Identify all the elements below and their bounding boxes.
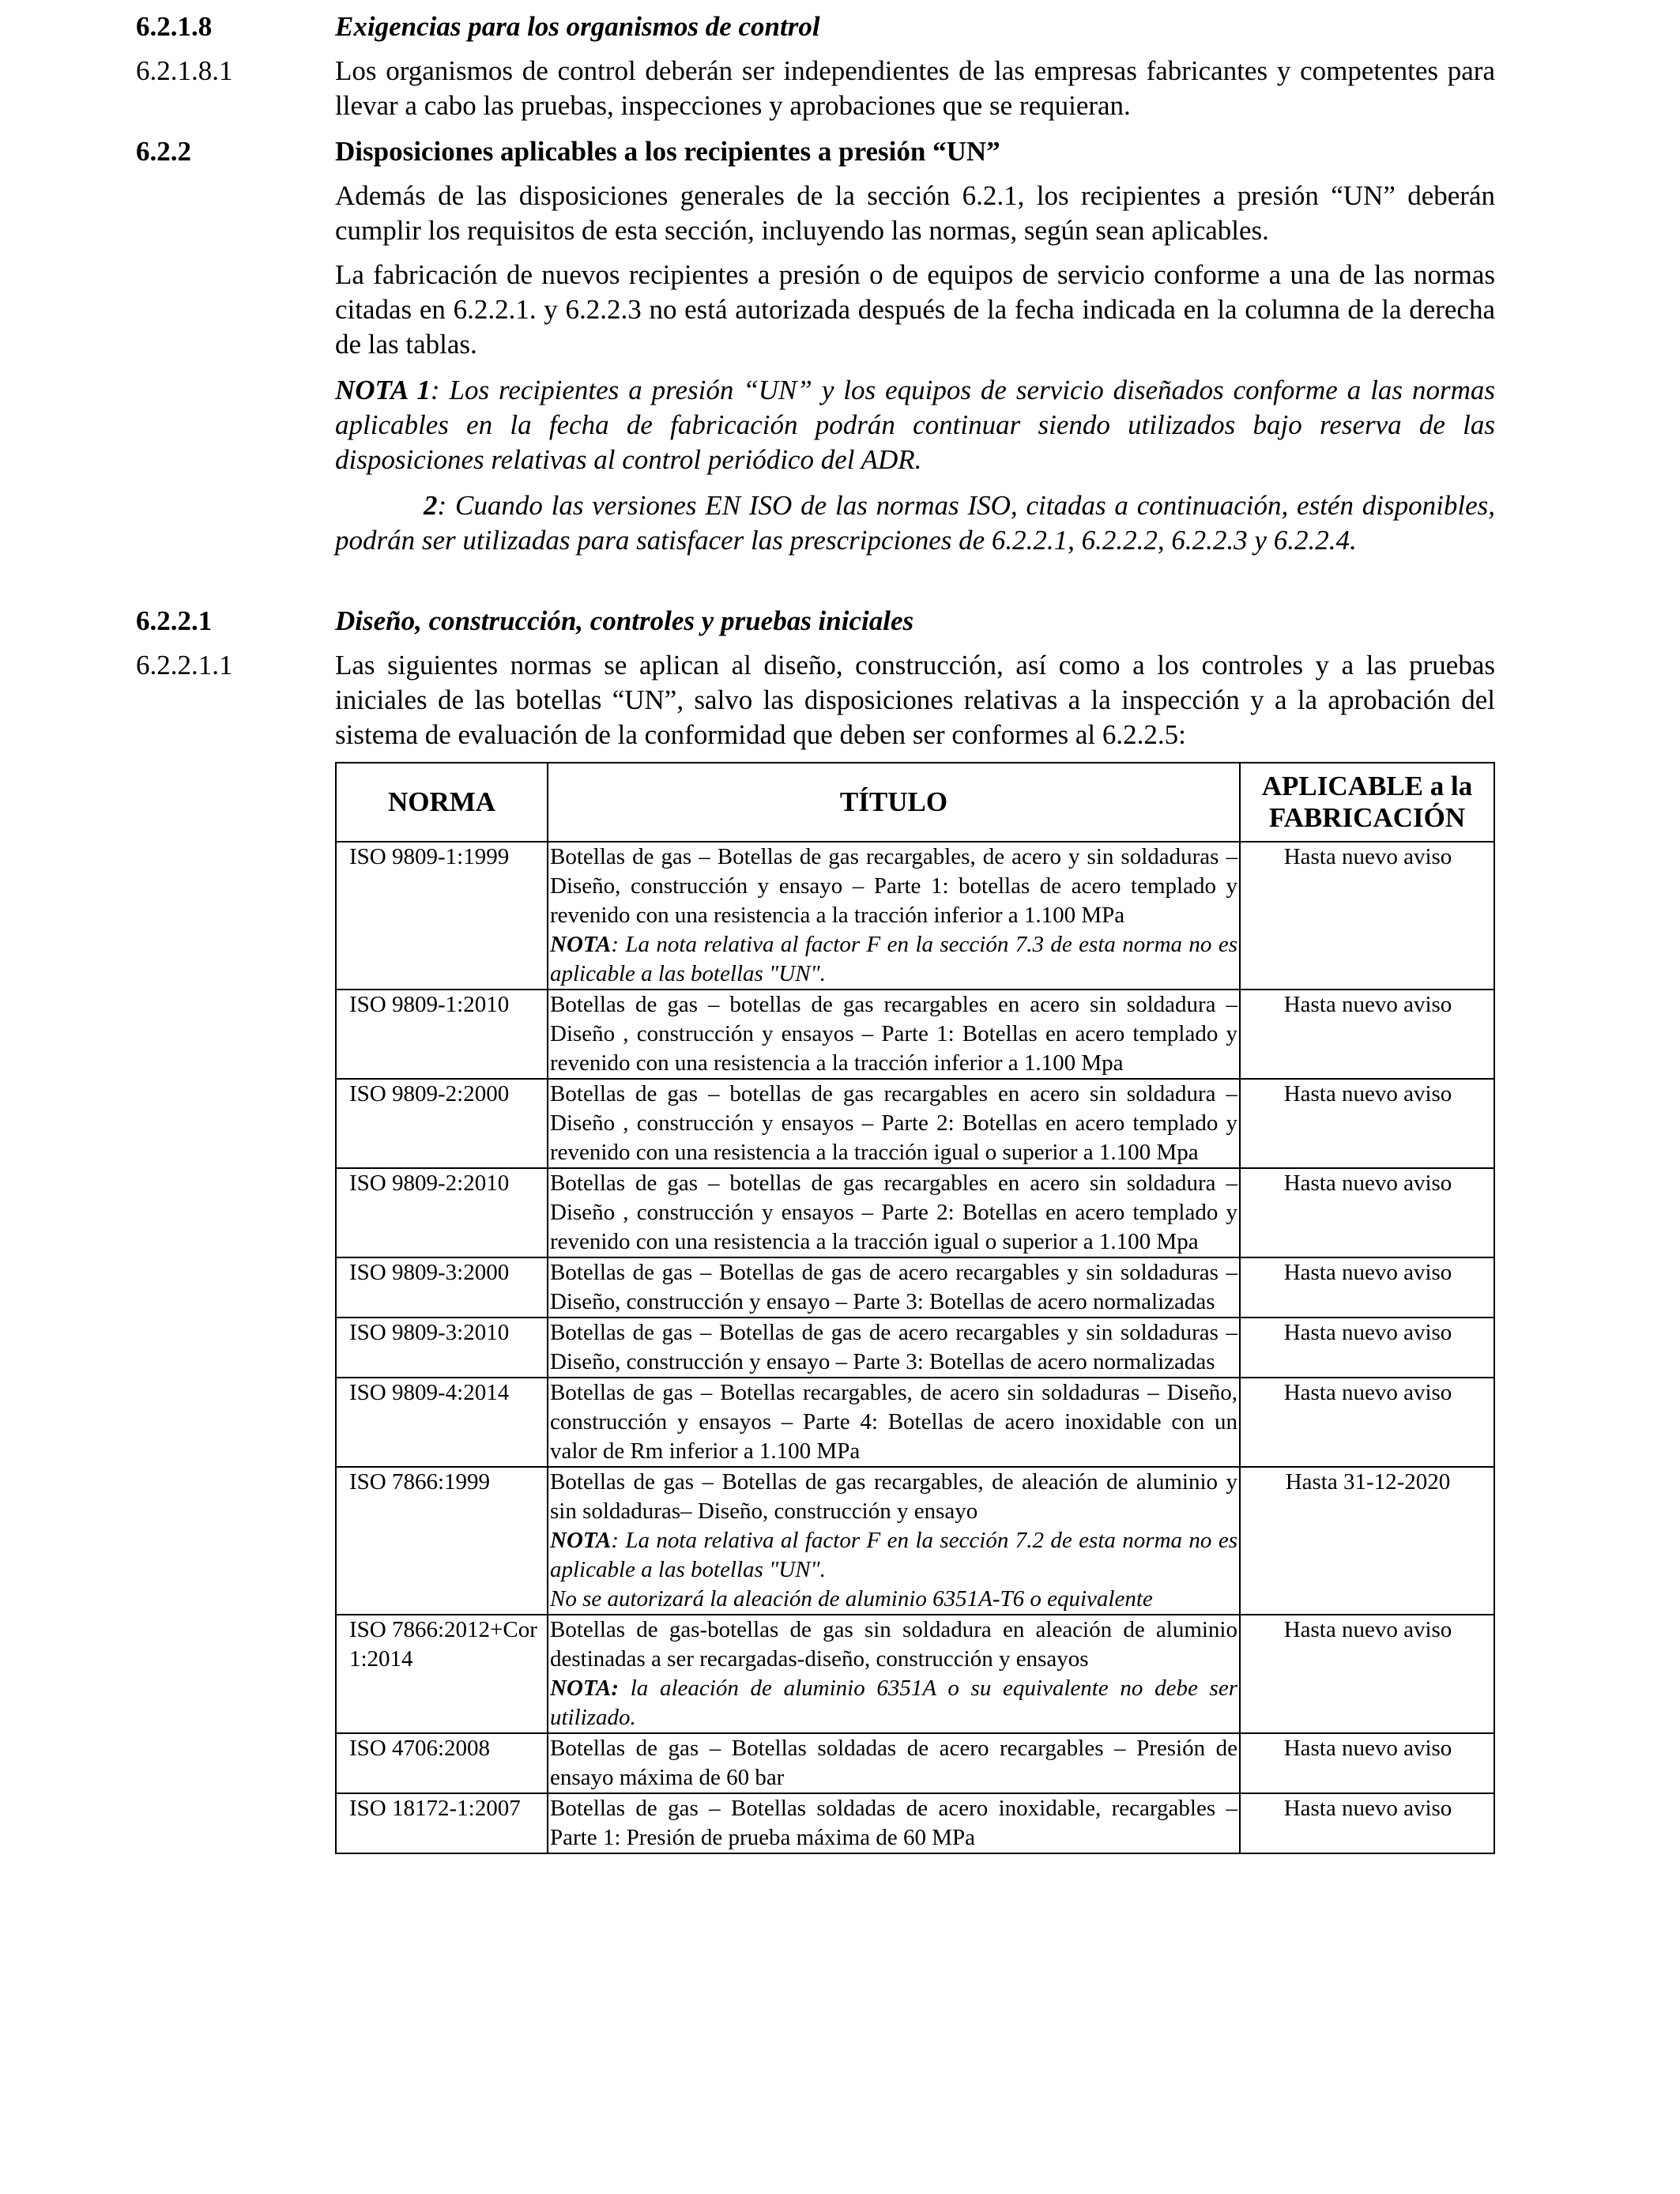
note-text: la aleación de aluminio 6351A o su equivalente no debe ser utilizado.: [550, 1676, 1237, 1730]
section-number: 6.2.1.8.1: [136, 55, 233, 86]
table-row: [336, 1378, 1494, 1467]
cell-titulo: [548, 842, 1240, 990]
note-1-key: NOTA 1: [335, 375, 431, 405]
header-norma: NORMA: [336, 763, 548, 842]
cell-titulo: [548, 1257, 1240, 1318]
titulo-text: Botellas de gas – Botellas soldadas de acero recargables – Presión de ensayo máxima de 60 bar: [550, 1736, 1237, 1790]
cell-titulo: [548, 990, 1240, 1079]
note-text: : La nota relativa al factor F en la sección 7.3 de esta norma no es aplicable a las botellas "UN".: [550, 932, 1237, 986]
paragraph-1: Además de las disposiciones generales de la sección 6.2.1, los recipientes a presión “UN” deberán cumplir los requisitos de esta sección, incluyendo las normas, según sean aplicables.: [335, 180, 1495, 246]
table-row: [336, 1168, 1494, 1257]
cell-titulo: [548, 1615, 1240, 1733]
titulo-text: Botellas de gas – Botellas de gas de acero recargables y sin soldaduras – Diseño, construcción y ensayo – Parte 3: Botellas de acero normalizadas: [550, 1320, 1237, 1374]
titulo-text: Botellas de gas – Botellas de gas recargables, de aleación de aluminio y sin soldaduras– Diseño, construcción y ensayo: [550, 1469, 1237, 1524]
cell-norma: ISO 9809-3:2000: [336, 1257, 548, 1318]
section-heading: Diseño, construcción, controles y pruebas iniciales: [335, 605, 914, 636]
cell-norma: ISO 9809-2:2010: [336, 1168, 548, 1257]
cell-titulo: [548, 1318, 1240, 1378]
note-key: NOTA:: [550, 1676, 619, 1701]
table-row: [336, 1318, 1494, 1378]
cell-aplicable: Hasta nuevo aviso: [1240, 1079, 1494, 1168]
table-row: [336, 990, 1494, 1079]
titulo-note: [550, 1674, 1237, 1732]
cell-aplicable: Hasta nuevo aviso: [1240, 1793, 1494, 1853]
titulo-text: Botellas de gas – botellas de gas recargables en acero sin soldadura – Diseño , construcción y ensayos – Parte 2: Botellas en acero templado y revenido con una resistencia a la tracción igual o superior a 1.100 Mpa: [550, 1171, 1237, 1254]
cell-norma: ISO 4706:2008: [336, 1733, 548, 1793]
table-row: [336, 1079, 1494, 1168]
titulo-text: Botellas de gas – Botellas recargables, de acero sin soldaduras – Diseño, construcción y ensayos – Parte 4: Botellas de acero inoxidable con un valor de Rm inferior a 1.100 MPa: [550, 1380, 1237, 1464]
note-text: : La nota relativa al factor F en la sección 7.2 de esta norma no es aplicable a las botellas "UN".: [550, 1528, 1237, 1582]
table-row: [336, 1257, 1494, 1318]
table-row: [336, 1615, 1494, 1733]
cell-norma: ISO 7866:1999: [336, 1467, 548, 1615]
note-2-text: : Cuando las versiones EN ISO de las normas ISO, citadas a continuación, estén disponibles, podrán ser utilizadas para satisfacer las prescripciones de 6.2.2.1, 6.2.2.2, 6.2.2.3 y 6.2.2.4.: [335, 490, 1495, 556]
titulo-text: Botellas de gas – botellas de gas recargables en acero sin soldadura – Diseño , construcción y ensayos – Parte 2: Botellas en acero templado y revenido con una resistencia a la tracción igual o superior a 1.100 Mpa: [550, 1081, 1237, 1165]
section-paragraph: Los organismos de control deberán ser independientes de las empresas fabricantes y competentes para llevar a cabo las pruebas, inspecciones y aprobaciones que se requieran.: [335, 55, 1495, 121]
standards-table: [335, 762, 1495, 1854]
titulo-text: Botellas de gas – Botellas soldadas de acero inoxidable, recargables – Parte 1: Presión de prueba máxima de 60 MPa: [550, 1796, 1237, 1850]
note-2-key: 2: [424, 490, 438, 521]
header-aplicable: APLICABLE a la FABRICACIÓN: [1240, 763, 1494, 842]
section-heading: Exigencias para los organismos de control: [335, 11, 820, 42]
cell-titulo: [548, 1733, 1240, 1793]
table-row: [336, 842, 1494, 990]
titulo-text: Botellas de gas – Botellas de gas de acero recargables y sin soldaduras – Diseño, construcción y ensayo – Parte 3: Botellas de acero normalizadas: [550, 1260, 1237, 1314]
cell-titulo: [548, 1079, 1240, 1168]
titulo-note: [550, 1526, 1237, 1585]
cell-titulo: [548, 1467, 1240, 1615]
cell-aplicable: Hasta nuevo aviso: [1240, 1615, 1494, 1733]
titulo-text: Botellas de gas-botellas de gas sin soldadura en aleación de aluminio destinadas a ser recargadas-diseño, construcción y ensayos: [550, 1617, 1237, 1672]
header-titulo: TÍTULO: [548, 763, 1240, 842]
table-body: [336, 842, 1494, 1853]
section-paragraph: Las siguientes normas se aplican al diseño, construcción, así como a los controles y a las pruebas iniciales de las botellas “UN”, salvo las disposiciones relativas a la inspección y a la aprobación del sistema de evaluación de la conformidad que deben ser conformes al 6.2.2.5:: [335, 650, 1495, 750]
note-1: [335, 373, 1495, 477]
section-number: 6.2.2: [136, 136, 191, 167]
cell-titulo: [548, 1793, 1240, 1853]
titulo-text: Botellas de gas – botellas de gas recargables en acero sin soldadura – Diseño , construcción y ensayos – Parte 1: Botellas en acero templado y revenido con una resistencia a la tracción inferior a 1.100 Mpa: [550, 992, 1237, 1076]
cell-aplicable: Hasta nuevo aviso: [1240, 1733, 1494, 1793]
table-row: [336, 1467, 1494, 1615]
cell-norma: ISO 18172-1:2007: [336, 1793, 548, 1853]
paragraph-2: La fabricación de nuevos recipientes a presión o de equipos de servicio conforme a una de las normas citadas en 6.2.2.1. y 6.2.2.3 no está autorizada después de la fecha indicada en la columna de la derecha de las tablas.: [335, 259, 1495, 360]
cell-norma: ISO 7866:2012+Cor 1:2014: [336, 1615, 548, 1733]
cell-aplicable: Hasta nuevo aviso: [1240, 990, 1494, 1079]
cell-aplicable: Hasta nuevo aviso: [1240, 1257, 1494, 1318]
titulo-note: [550, 930, 1237, 989]
cell-norma: ISO 9809-1:2010: [336, 990, 548, 1079]
note-1-text: : Los recipientes a presión “UN” y los equipos de servicio diseñados conforme a las normas aplicables en la fecha de fabricación podrán continuar siendo utilizados bajo reserva de las disposiciones relativas al control periódico del ADR.: [335, 375, 1495, 475]
note-2: [335, 488, 1495, 558]
cell-aplicable: Hasta nuevo aviso: [1240, 1318, 1494, 1378]
cell-titulo: [548, 1378, 1240, 1467]
cell-titulo: [548, 1168, 1240, 1257]
section-number: 6.2.1.8: [136, 11, 213, 42]
table-row: [336, 1793, 1494, 1853]
cell-norma: ISO 9809-1:1999: [336, 842, 548, 990]
section-heading: Disposiciones aplicables a los recipientes a presión “UN”: [335, 136, 1000, 167]
table-header-row: [336, 763, 1494, 842]
cell-aplicable: Hasta 31-12-2020: [1240, 1467, 1494, 1615]
note-key: NOTA: [550, 1528, 612, 1553]
cell-norma: ISO 9809-2:2000: [336, 1079, 548, 1168]
cell-norma: ISO 9809-3:2010: [336, 1318, 548, 1378]
titulo-note-extra: No se autorizará la aleación de aluminio 6351A-T6 o equivalente: [550, 1586, 1153, 1612]
cell-aplicable: Hasta nuevo aviso: [1240, 1168, 1494, 1257]
note-key: NOTA: [550, 932, 612, 957]
cell-aplicable: Hasta nuevo aviso: [1240, 842, 1494, 990]
table-row: [336, 1733, 1494, 1793]
section-number: 6.2.2.1: [136, 605, 213, 636]
cell-norma: ISO 9809-4:2014: [336, 1378, 548, 1467]
titulo-text: Botellas de gas – Botellas de gas recargables, de acero y sin soldaduras – Diseño, construcción y ensayo – Parte 1: botellas de acero templado y revenido con una resistencia a la tracción inferior a 1.100 MPa: [550, 844, 1237, 928]
cell-aplicable: Hasta nuevo aviso: [1240, 1378, 1494, 1467]
section-number: 6.2.2.1.1: [136, 650, 233, 680]
